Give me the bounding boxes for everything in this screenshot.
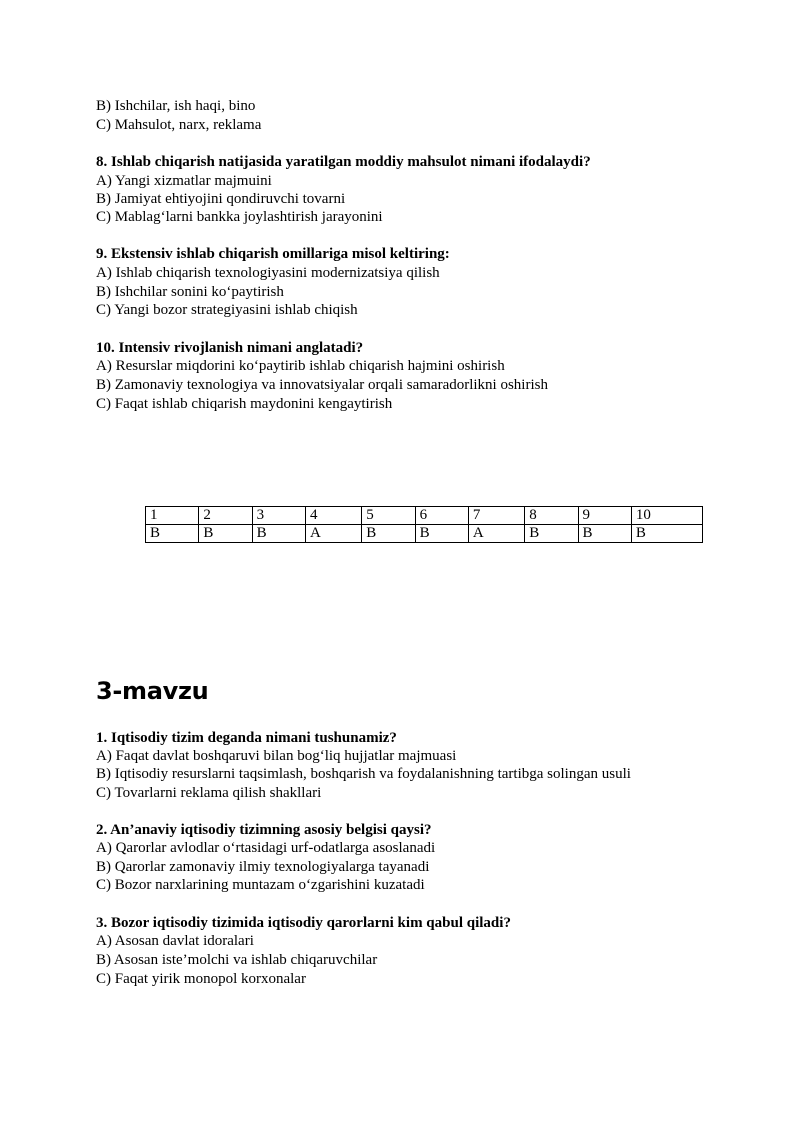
option-text: B) Iqtisodiy resurslarni taqsimlash, boshqarish va foydalanishning tartibga solingan usuli: [96, 766, 631, 782]
table-cell: B: [146, 525, 199, 543]
table-row: [146, 507, 703, 525]
table-row: [146, 525, 703, 543]
table-cell: 6: [415, 507, 468, 525]
table-cell: 3: [252, 507, 305, 525]
question-title: 3. Bozor iqtisodiy tizimida iqtisodiy qarorlarni kim qabul qiladi?: [96, 915, 511, 931]
option-text: C) Bozor narxlarining muntazam o‘zgarishini kuzatadi: [96, 877, 425, 893]
option-text: B) Ishchilar sonini ko‘paytirish: [96, 284, 284, 300]
question-title: 9. Ekstensiv ishlab chiqarish omillariga misol keltiring:: [96, 246, 450, 262]
table-cell: B: [415, 525, 468, 543]
question-title: 2. An’anaviy iqtisodiy tizimning asosiy belgisi qaysi?: [96, 822, 432, 838]
answer-key-table: [145, 506, 703, 543]
option-text: A) Yangi xizmatlar majmuini: [96, 173, 272, 189]
table-cell: 7: [468, 507, 524, 525]
option-text: B) Qarorlar zamonaviy ilmiy texnologiyalarga tayanadi: [96, 859, 430, 875]
table-cell: 5: [362, 507, 415, 525]
option-text: B) Zamonaviy texnologiya va innovatsiyalar orqali samaradorlikni oshirish: [96, 377, 548, 393]
option-text: A) Asosan davlat idoralari: [96, 933, 254, 949]
option-text: C) Tovarlarni reklama qilish shakllari: [96, 785, 322, 801]
table-cell: 4: [305, 507, 361, 525]
question-title: 1. Iqtisodiy tizim deganda nimani tushunamiz?: [96, 730, 397, 746]
table-cell: B: [199, 525, 252, 543]
section-heading: 3-mavzu: [96, 677, 209, 705]
table-cell: 9: [578, 507, 631, 525]
option-text: C) Faqat ishlab chiqarish maydonini kengaytirish: [96, 396, 393, 412]
option-text: A) Ishlab chiqarish texnologiyasini modernizatsiya qilish: [96, 265, 440, 281]
question-title: 8. Ishlab chiqarish natijasida yaratilgan moddiy mahsulot nimani ifodalaydi?: [96, 154, 591, 170]
question-title: 10. Intensiv rivojlanish nimani anglatadi?: [96, 340, 364, 356]
option-text: C) Mahsulot, narx, reklama: [96, 117, 262, 133]
table-cell: A: [305, 525, 361, 543]
table-cell: B: [252, 525, 305, 543]
option-text: A) Faqat davlat boshqaruvi bilan bog‘liq hujjatlar majmuasi: [96, 748, 457, 764]
table-cell: B: [631, 525, 702, 543]
table-cell: B: [525, 525, 578, 543]
option-text: A) Resurslar miqdorini ko‘paytirib ishlab chiqarish hajmini oshirish: [96, 358, 505, 374]
table-cell: 2: [199, 507, 252, 525]
option-text: C) Mablag‘larni bankka joylashtirish jarayonini: [96, 209, 383, 225]
table-cell: A: [468, 525, 524, 543]
option-text: C) Yangi bozor strategiyasini ishlab chiqish: [96, 302, 358, 318]
table-cell: 8: [525, 507, 578, 525]
option-text: B) Ishchilar, ish haqi, bino: [96, 98, 256, 114]
option-text: C) Faqat yirik monopol korxonalar: [96, 971, 306, 987]
table-cell: 10: [631, 507, 702, 525]
option-text: B) Jamiyat ehtiyojini qondiruvchi tovarni: [96, 191, 346, 207]
table-cell: 1: [146, 507, 199, 525]
option-text: A) Qarorlar avlodlar o‘rtasidagi urf-odatlarga asoslanadi: [96, 840, 436, 856]
table-cell: B: [578, 525, 631, 543]
table-cell: B: [362, 525, 415, 543]
option-text: B) Asosan iste’molchi va ishlab chiqaruvchilar: [96, 952, 378, 968]
